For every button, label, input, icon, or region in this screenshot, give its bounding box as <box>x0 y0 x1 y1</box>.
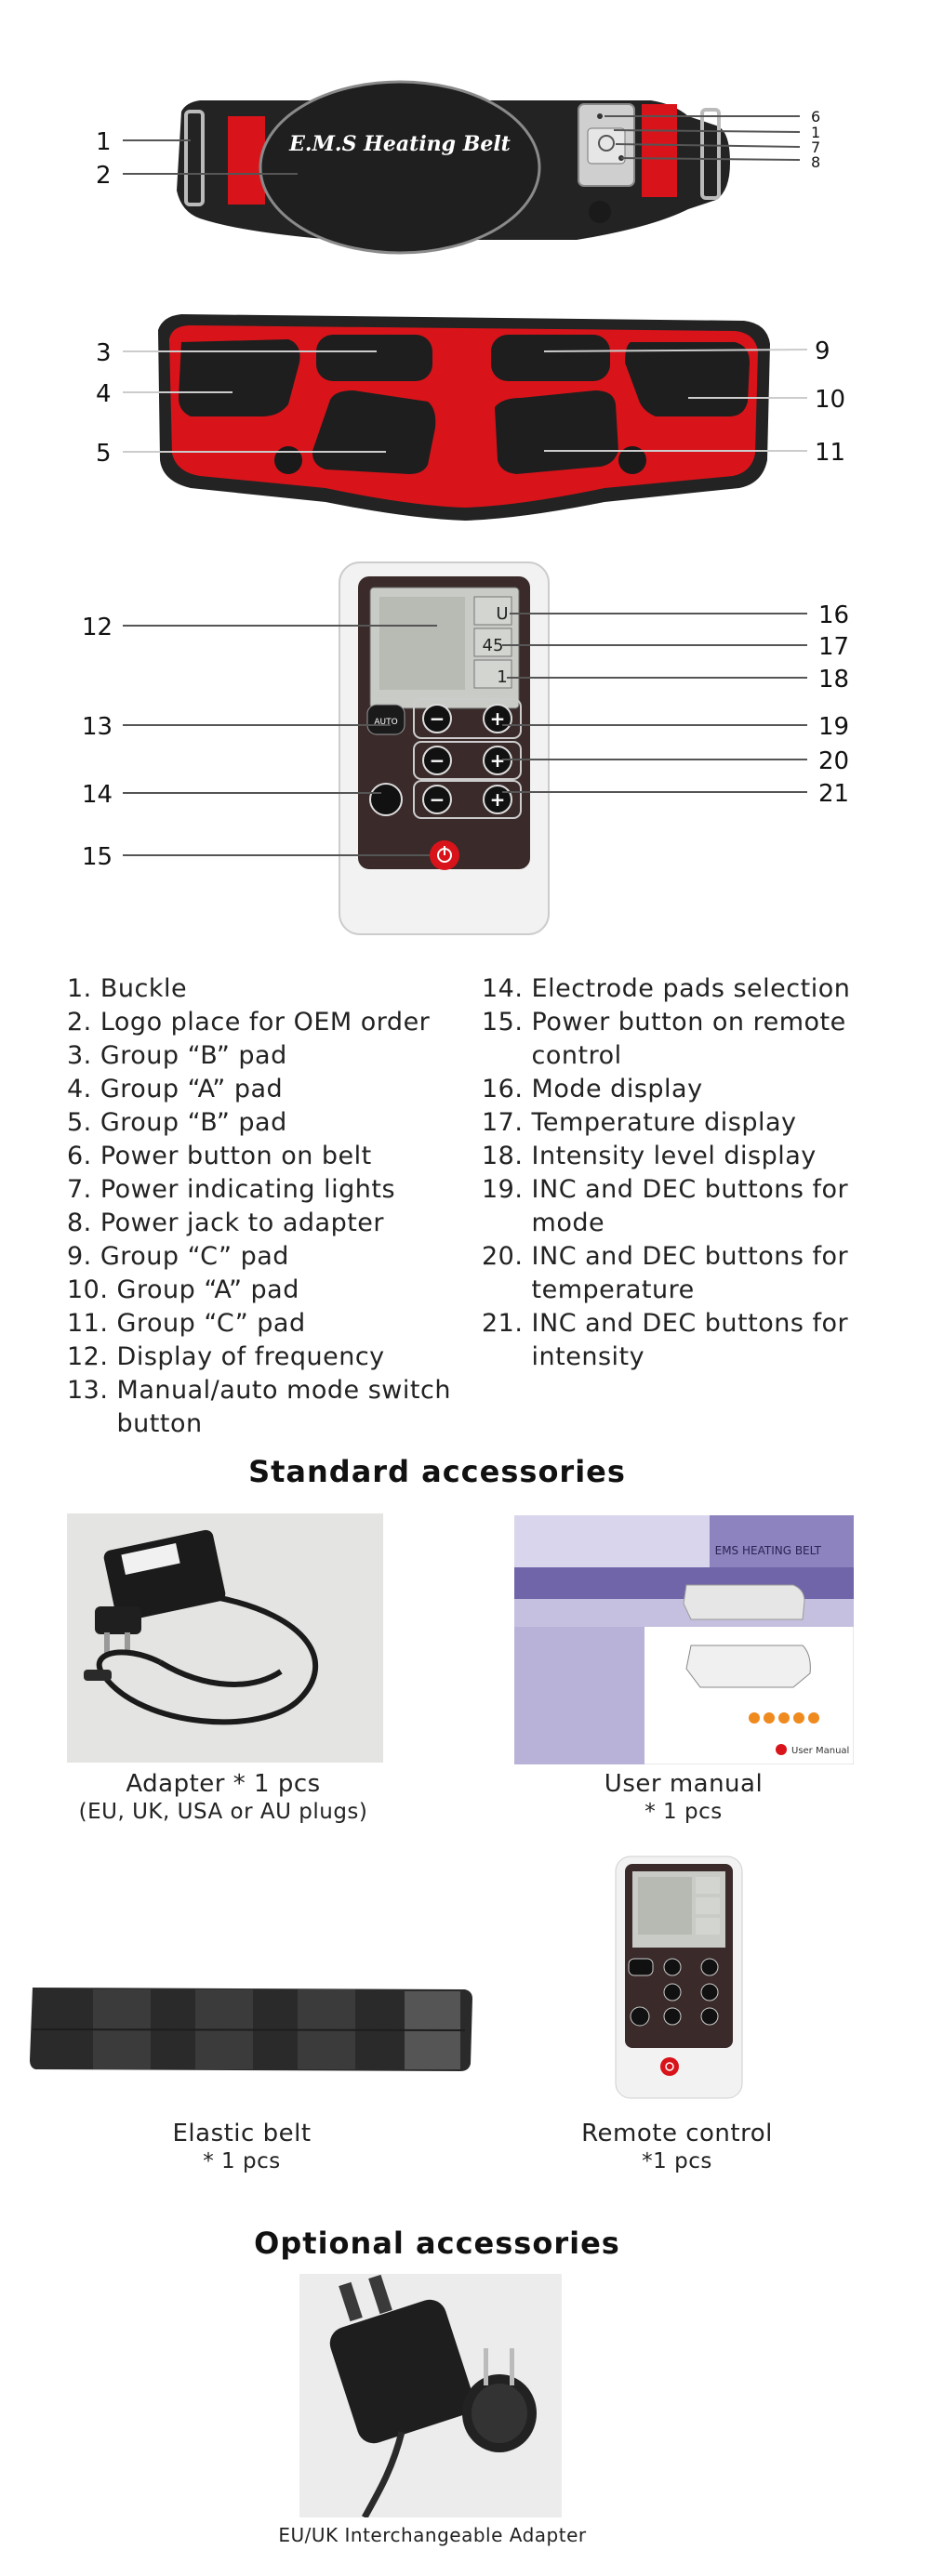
callout-6: 6 <box>811 108 821 125</box>
part-number: 5. <box>67 1108 100 1137</box>
part-list-item <box>482 1173 882 1240</box>
elastic-caption <box>74 2120 409 2175</box>
part-label: Mode display <box>531 1075 703 1103</box>
part-number: 17. <box>482 1108 532 1137</box>
part-label: Intensity level display <box>531 1142 817 1170</box>
callout-3: 3 <box>96 339 112 367</box>
auto-button-label: AUTO <box>374 718 398 727</box>
callout-18: 18 <box>818 666 850 694</box>
manual-caption-title: User manual <box>604 1770 764 1798</box>
callout-11: 11 <box>815 439 846 467</box>
lcd-temp-value: 45 <box>482 636 504 655</box>
optional-accessories-title: Optional accessories <box>254 2226 620 2261</box>
interchangeable-adapter-photo <box>299 2274 562 2517</box>
part-number: 11. <box>67 1309 117 1338</box>
part-number: 3. <box>67 1041 100 1070</box>
part-number: 18. <box>482 1142 532 1170</box>
part-list-item <box>67 1140 476 1173</box>
part-list-item <box>482 1307 882 1374</box>
part-label: Display of frequency <box>116 1342 385 1371</box>
part-list-item <box>67 1173 476 1207</box>
part-list-item <box>67 1240 476 1274</box>
lcd-intensity-value: 1 <box>497 667 508 687</box>
part-label: Group “B” pad <box>100 1041 287 1070</box>
callout-10: 10 <box>815 386 846 414</box>
parts-list-left <box>67 972 476 1441</box>
part-label: Manual/auto mode switch button <box>116 1376 451 1438</box>
part-label: Buckle <box>100 974 188 1003</box>
intensity-minus-icon: − <box>429 788 445 811</box>
mode-minus-icon: − <box>429 707 445 730</box>
part-list-item <box>67 1374 476 1441</box>
part-number: 4. <box>67 1075 100 1103</box>
callout-16: 16 <box>818 601 850 629</box>
part-list-item <box>67 1073 476 1106</box>
adapter-caption <box>56 1770 391 1826</box>
part-label: Power jack to adapter <box>100 1209 385 1237</box>
part-label: Power button on belt <box>100 1142 372 1170</box>
callout-5: 5 <box>96 440 112 468</box>
part-number: 12. <box>67 1342 117 1371</box>
part-label: INC and DEC buttons for intensity <box>531 1309 849 1371</box>
part-number: 1. <box>67 974 100 1003</box>
part-number: 13. <box>67 1376 117 1405</box>
callout-21: 21 <box>818 780 850 808</box>
part-list-item <box>482 1240 882 1307</box>
part-number: 9. <box>67 1242 100 1271</box>
manual-cover-footer: User Manual <box>791 1746 850 1756</box>
callout-1b: 1 <box>811 124 821 141</box>
callout-1: 1 <box>96 128 112 156</box>
part-list-item <box>67 1307 476 1341</box>
remote-caption-title: Remote control <box>581 2120 773 2147</box>
part-label: Temperature display <box>531 1108 797 1137</box>
callout-13: 13 <box>82 713 113 741</box>
part-number: 6. <box>67 1142 100 1170</box>
elastic-caption-sub: * 1 pcs <box>203 2149 281 2173</box>
part-list-item <box>67 972 476 1006</box>
part-list-item <box>482 1106 882 1140</box>
remote-photo <box>614 1855 744 2101</box>
callout-8: 8 <box>811 153 821 171</box>
part-label: Group “A” pad <box>100 1075 284 1103</box>
adapter-caption-title: Adapter * 1 pcs <box>126 1770 321 1798</box>
temp-minus-icon: − <box>429 749 445 772</box>
part-label: INC and DEC buttons for temperature <box>531 1242 849 1304</box>
part-label: Electrode pads selection <box>531 974 851 1003</box>
part-list-item <box>67 1207 476 1240</box>
part-label: INC and DEC buttons for mode <box>531 1175 849 1237</box>
callout-12: 12 <box>82 614 113 641</box>
belt-front-diagram <box>0 0 930 279</box>
callout-17: 17 <box>818 633 850 661</box>
callout-9: 9 <box>815 337 830 365</box>
part-list-item <box>67 1274 476 1307</box>
remote-caption <box>510 2120 844 2175</box>
belt-back-diagram <box>0 297 930 539</box>
part-number: 14. <box>482 974 532 1003</box>
manual-caption-sub: * 1 pcs <box>644 1800 723 1824</box>
interchangeable-adapter-caption: EU/UK Interchangeable Adapter <box>278 2524 587 2546</box>
part-number: 16. <box>482 1075 532 1103</box>
elastic-belt-photo <box>28 1978 474 2081</box>
manual-caption <box>516 1770 851 1826</box>
callout-15: 15 <box>82 843 113 871</box>
part-label: Group “A” pad <box>116 1275 299 1304</box>
standard-accessories-title: Standard accessories <box>248 1454 626 1489</box>
part-label: Power indicating lights <box>100 1175 396 1204</box>
part-number: 19. <box>482 1175 532 1204</box>
part-list-item <box>482 1006 882 1073</box>
part-number: 2. <box>67 1008 100 1037</box>
callout-14: 14 <box>82 781 113 809</box>
part-label: Logo place for OEM order <box>100 1008 431 1037</box>
part-label: Power button on remote control <box>531 1008 846 1070</box>
callout-2: 2 <box>96 162 112 190</box>
part-list-item <box>482 1140 882 1173</box>
part-label: Group “C” pad <box>116 1309 306 1338</box>
callout-4: 4 <box>96 380 112 408</box>
part-number: 15. <box>482 1008 532 1037</box>
temp-plus-icon: + <box>489 749 506 772</box>
part-label: Group “B” pad <box>100 1108 287 1137</box>
elastic-caption-title: Elastic belt <box>172 2120 312 2147</box>
user-manual-photo <box>514 1515 854 1764</box>
intensity-plus-icon: + <box>489 788 506 811</box>
part-list-item <box>482 1073 882 1106</box>
adapter-caption-sub: (EU, UK, USA or AU plugs) <box>78 1800 368 1824</box>
manual-cover-title: EMS HEATING BELT <box>714 1544 821 1557</box>
part-number: 20. <box>482 1242 532 1271</box>
remote-diagram <box>0 548 930 948</box>
part-number: 10. <box>67 1275 117 1304</box>
lcd-mode-value: U <box>496 604 509 624</box>
mode-plus-icon: + <box>489 707 506 730</box>
remote-caption-sub: *1 pcs <box>642 2149 712 2173</box>
belt-logo-text: E.M.S Heating Belt <box>289 132 511 156</box>
part-list-item <box>67 1341 476 1374</box>
part-list-item <box>67 1106 476 1140</box>
part-list-item <box>67 1039 476 1073</box>
callout-20: 20 <box>818 747 850 775</box>
part-list-item <box>482 972 882 1006</box>
part-number: 21. <box>482 1309 532 1338</box>
part-label: Group “C” pad <box>100 1242 289 1271</box>
parts-list-right <box>482 972 882 1374</box>
callout-19: 19 <box>818 713 850 741</box>
part-list-item <box>67 1006 476 1039</box>
part-number: 8. <box>67 1209 100 1237</box>
adapter-photo <box>67 1513 383 1763</box>
part-number: 7. <box>67 1175 100 1204</box>
callout-7: 7 <box>811 139 821 156</box>
